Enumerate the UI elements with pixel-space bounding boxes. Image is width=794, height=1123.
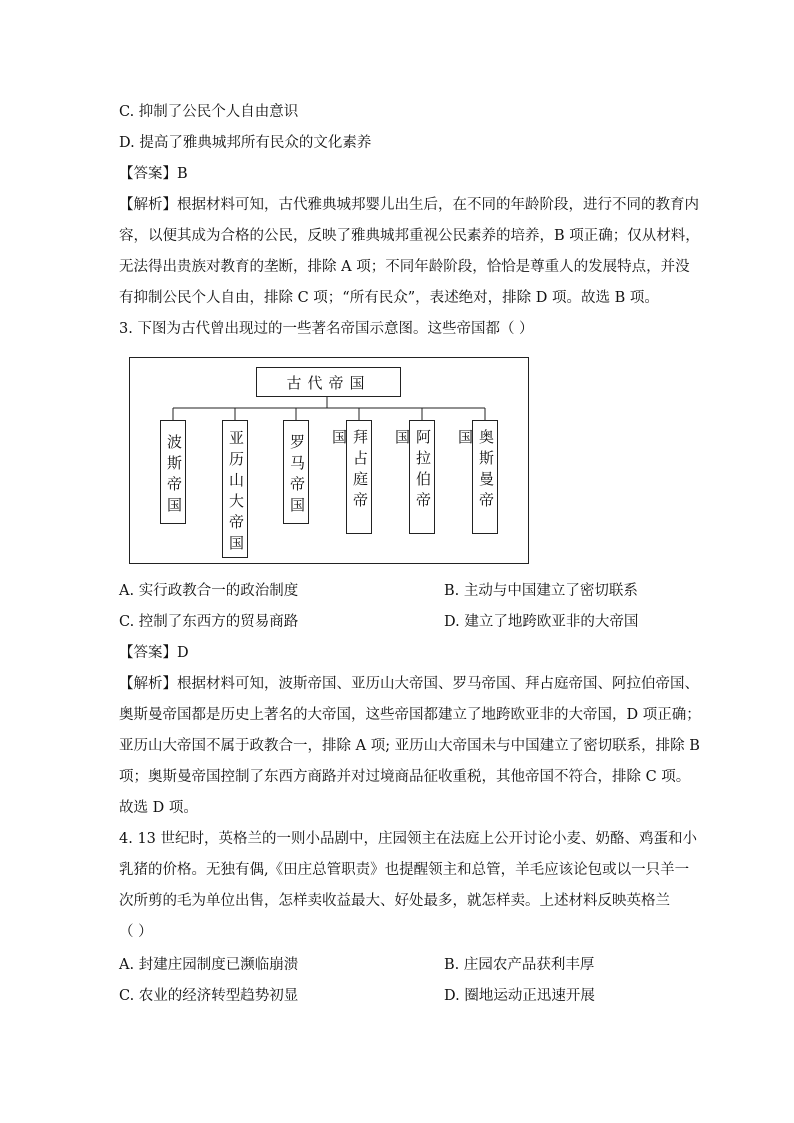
q2-analysis-line: 无法得出贵族对教育的垄断，排除 A 项；不同年龄阶段，恰恰是尊重人的发展特点，并没 [119,259,690,275]
q3-stem: 3. 下图为古代曾出现过的一些著名帝国示意图。这些帝国都（ ） [119,321,534,337]
q3-analysis-line: 【解析】根据材料可知，波斯帝国、亚历山大帝国、罗马帝国、拜占庭帝国、阿拉伯帝国、 [119,676,699,692]
q2-option-c: C. 抑制了公民个人自由意识 [119,104,299,120]
q3-option-d: D. 建立了地跨欧亚非的大帝国 [444,614,639,630]
empire-ottoman: 奥斯曼帝国 [472,420,498,534]
empire-diagram [129,357,529,564]
empire-persian: 波斯帝国 [160,420,186,524]
q3-analysis-line: 项；奥斯曼帝国控制了东西方商路并对过境商品征收重税，其他帝国不符合，排除 C 项。 [119,769,691,785]
q3-analysis-line: 奥斯曼帝国都是历史上著名的大帝国，这些帝国都建立了地跨欧亚非的大帝国，D 项正确； [119,707,701,723]
q4-option-c: C. 农业的经济转型趋势初显 [119,988,299,1004]
q3-answer: 【答案】D [119,645,189,661]
q3-option-c: C. 控制了东西方的贸易商路 [119,614,299,630]
q3-option-b: B. 主动与中国建立了密切联系 [444,583,638,599]
q3-analysis-line: 故选 D 项。 [119,800,198,816]
q4-option-d: D. 圈地运动正迅速开展 [444,988,595,1004]
q4-stem-line: （ ） [119,924,153,940]
q3-option-a: A. 实行政教合一的政治制度 [119,583,299,599]
q2-analysis-line: 容，以便其成为合格的公民，反映了雅典城邦重视公民素养的培养，B 项正确；仅从材料， [119,228,700,244]
q4-option-a: A. 封建庄园制度已濒临崩溃 [119,957,299,973]
q4-stem-line: 乳猪的价格。无独有偶,《田庄总管职责》也提醒领主和总管，羊毛应该论包或以一只羊一 [119,862,690,878]
q2-option-d: D. 提高了雅典城邦所有民众的文化素养 [119,135,372,151]
q4-stem-line: 4. 13 世纪时，英格兰的一则小品剧中，庄园领主在法庭上公开讨论小麦、奶酪、鸡蛋和小 [119,831,697,847]
empire-byzantine: 拜占庭帝国 [346,420,372,534]
empire-roman: 罗马帝国 [283,420,309,524]
q2-answer: 【答案】B [119,166,188,182]
q2-analysis-line: 有抑制公民个人自由，排除 C 项；“所有民众”，表述绝对，排除 D 项。故选 B 项。 [119,290,659,306]
q4-option-b: B. 庄园农产品获利丰厚 [444,957,595,973]
empire-arab: 阿拉伯帝国 [409,420,435,534]
empire-alexander: 亚历山大帝国 [222,420,248,558]
q4-stem-line: 次所剪的毛为单位出售，怎样卖收益最大、好处最多，就怎样卖。上述材料反映英格兰 [119,893,670,909]
q3-analysis-line: 亚历山大帝国不属于政教合一，排除 A 项; 亚历山大帝国未与中国建立了密切联系，排除 B [119,738,700,754]
q2-analysis-line: 【解析】根据材料可知，古代雅典城邦婴儿出生后，在不同的年龄阶段，进行不同的教育内 [119,197,699,213]
diagram-title: 古代帝国 [256,367,401,397]
